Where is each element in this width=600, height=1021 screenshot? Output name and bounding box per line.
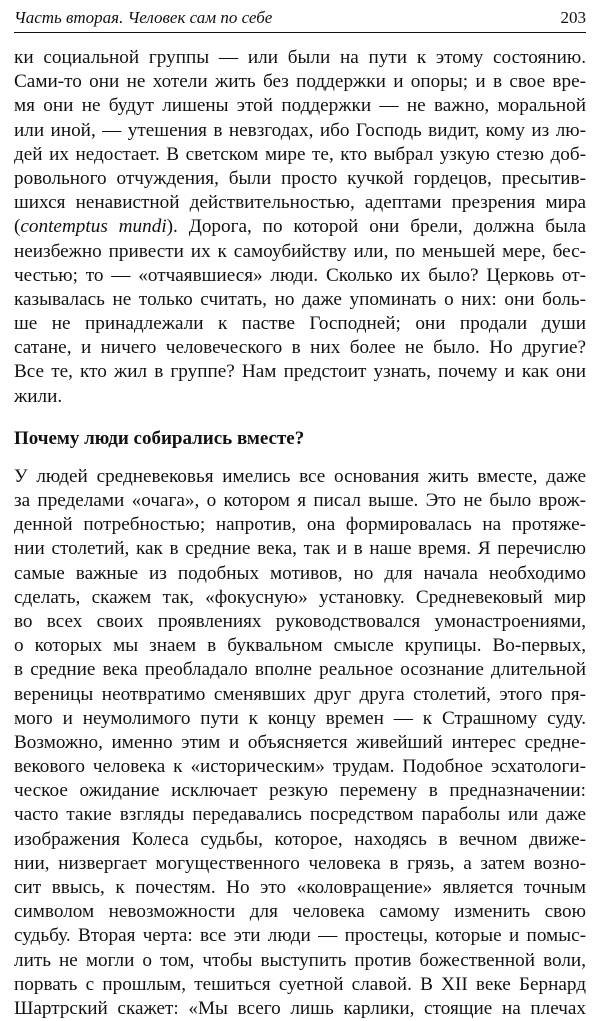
text-line: Сами-то они не хотели жить без поддержки и опоры; и в свое вре- — [14, 71, 586, 93]
text-line: во всех своих проявлениях руководствовался умонастроениями, — [14, 610, 586, 632]
text-line: ровольного отчуждения, были просто кучкой гордецов, пресытив- — [14, 167, 586, 189]
body-text — [14, 46, 586, 1021]
text-line: о которых мы знаем в буквальном смысле крупицы. Во-первых, — [14, 635, 586, 657]
section-heading: Почему люди собирались вместе? — [14, 427, 305, 449]
text-line: ческое ожидание исключает резкую перемену в предназначении: — [14, 780, 586, 802]
text-line: дей их недостает. В светском мире те, кто выбрал узкую стезю доб- — [14, 143, 586, 165]
text-line: порвать с прошлым, тешиться суетной славой. В XII веке Бернард — [14, 973, 586, 995]
text-line: изображения Колеса судьбы, которое, находясь в вечном движе- — [14, 828, 586, 850]
text-line: ше не принадлежали к пастве Господней; они продали души — [14, 313, 586, 335]
text-line: лить не могли о том, чтобы выступить против божественной воли, — [14, 949, 586, 971]
text-line: сит ввысь, к почестям. Но это «коловращение» является точным — [14, 877, 586, 898]
text-line: Возможно, именно этим и объясняется живейший интерес средне- — [14, 731, 586, 753]
text-line-latin-phrase — [14, 215, 586, 239]
open-paren: ( — [14, 216, 21, 238]
text-line: или иной, — утешения в невзгодах, ибо Господь видит, кому из лю- — [14, 119, 586, 141]
text-line: часто такие взгляды передавались посредством параболы или даже — [14, 804, 586, 826]
latin-phrase: contemptus mundi — [20, 216, 167, 238]
line-rest: ). Дорога, по которой они брели, должна была — [166, 216, 586, 238]
text-line: за пределами «очага», о котором я писал выше. Это не было врож- — [14, 490, 586, 511]
paragraph — [14, 465, 586, 1021]
text-line: символом невозможности для человека самому изменить свою — [14, 901, 586, 923]
running-head — [14, 6, 586, 33]
text-line: судьбу. Вторая черта: все эти люди — простецы, которые и помыс- — [14, 925, 586, 947]
text-line: У людей средневековья имелись все основания жить вместе, даже — [14, 465, 586, 487]
text-line: Шартрский скажет: «Мы всего лишь карлики, стоящие на плечах — [14, 997, 586, 1019]
running-head-title: Часть вторая. Человек сам по себе — [14, 8, 273, 27]
text-line: мого и неумолимого пути к концу времен — к Страшному суду. — [14, 707, 586, 729]
text-line: сделать, скажем так, «фокусную» установку. Средневековый мир — [14, 586, 586, 608]
text-line: ки социальной группы — или были на пути к этому состоянию. — [14, 47, 586, 68]
text-line: вереницы неотвратимо сменявших друг друга столетий, этого пря- — [14, 683, 586, 705]
text-line: жили. — [14, 385, 63, 407]
text-line: честью; то — «отчаявшиеся» люди. Сколько их было? Церковь от- — [14, 264, 586, 286]
text-line: самые важные из подобных мотивов, но для начала необходимо — [14, 562, 586, 584]
page-number: 203 — [560, 8, 586, 27]
text-line: Все те, кто жил в группе? Нам предстоит узнать, почему и как они — [14, 361, 586, 383]
text-line: шихся ненавистной действительностью, адептами презрения мира — [14, 192, 586, 214]
paragraph-continued — [14, 46, 586, 409]
text-line: нии, низвергает могущественного человека в грязь, а затем возно- — [14, 852, 586, 874]
text-line: неизбежно привести их к самоубийству или, по меньшей мере, бес- — [14, 240, 586, 262]
text-line: векового человека к «историческим» трудам. Подобное эсхатологи- — [14, 756, 586, 778]
text-line: нии столетий, как в средние века, так и в наше время. Я перечислю — [14, 538, 586, 560]
text-line: в средние века преобладало вполне реальное осознание длительной — [14, 659, 586, 681]
text-line: мя они не будут лишены этой поддержки — не важно, моральной — [14, 95, 586, 117]
text-line: денной потребностью; напротив, она формировалась на протяже- — [14, 514, 586, 536]
text-line: казывалась не только считать, но даже упоминать о них: они боль- — [14, 288, 586, 310]
text-line: сатане, и ничего человеческого в них более не было. Но другие? — [14, 337, 586, 359]
